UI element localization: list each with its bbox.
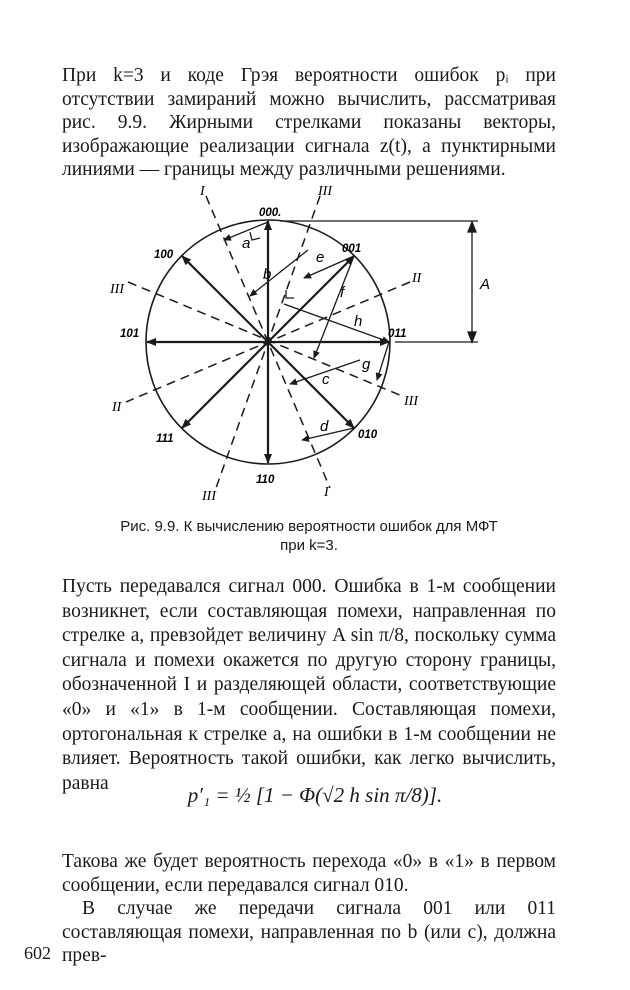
paragraph-continuation: В случае же передачи сигнала 001 или 011 составляющая помехи, направленная по b (или c), должна прев- [62,898,556,966]
arrow-b [250,250,308,296]
boundary-label-III-top: III [318,184,332,199]
amplitude-label: A [480,276,491,293]
page-number: 602 [24,943,51,963]
letter-e: e [316,249,325,266]
formula: p′₁ = ½ [1 − Φ(√2 h sin π/8)]. [187,783,443,807]
paragraph-error-explanation: Пусть передавался сигнал 000. Ошибка в 1-м сообщении возникнет, если составляющая помехи, направленная по стрелке a, превзойдет величину A sin π/8, поскольку сумма сигнала и помехи окажется по другую сторону границы, обозначенной I и разделяющей области, соответствующие «0» и «1» в 1-м сообщении. Составляющая помехи, ортогональная к стрелке a, на ошибки в 1-м сообщении не влияет. Вероятность такой ошибки, как легко вычислить, равна [62,576,556,794]
arrow-h [284,304,389,342]
label-100: 100 [154,249,174,261]
paragraph-transition: Такова же будет вероятность перехода «0» в «1» в первом сообщении, если передавался сигнал 010. [62,851,556,896]
label-110: 110 [256,474,275,486]
boundary-label-I-bottom: I [324,485,329,500]
boundary-label-II-right: II [412,271,422,286]
letter-d: d [320,418,329,435]
boundary-label-III-bottom: III [202,489,216,504]
caption-line-2: при k=3. [280,537,338,554]
figure-caption [60,517,558,555]
label-011: 011 [388,328,407,340]
letter-a: a [242,235,251,252]
caption-line-1: Рис. 9.9. К вычислению вероятности ошибок для МФТ [120,518,498,535]
vector-111 [182,342,268,428]
label-111: 111 [156,433,174,445]
label-010: 010 [358,429,378,441]
boundary-label-II-left: II [112,400,122,415]
letter-g: g [362,356,371,373]
paragraph-intro: При k=3 и коде Грэя вероятности ошибок pᵢ при отсутствии замираний можно вычислить, рассматривая рис. 9.9. Жирными стрелками показаны векторы, изображающие реализации сигнала z(t), а пунктирными линиями — границы между различными решениями. [62,65,556,180]
label-101: 101 [120,328,140,340]
vector-010 [268,342,354,428]
label-000: 000. [259,207,282,219]
arrow-g [377,342,389,380]
boundary-label-III-right: III [404,394,418,409]
boundary-label-I-top: I [200,184,205,199]
label-001: 001 [342,243,362,255]
letter-f: f [340,284,345,301]
vector-100 [182,256,268,342]
boundary-label-III-left: III [110,282,124,297]
letter-h: h [354,313,363,330]
letter-c: c [322,371,330,388]
letter-b: b [263,266,272,283]
